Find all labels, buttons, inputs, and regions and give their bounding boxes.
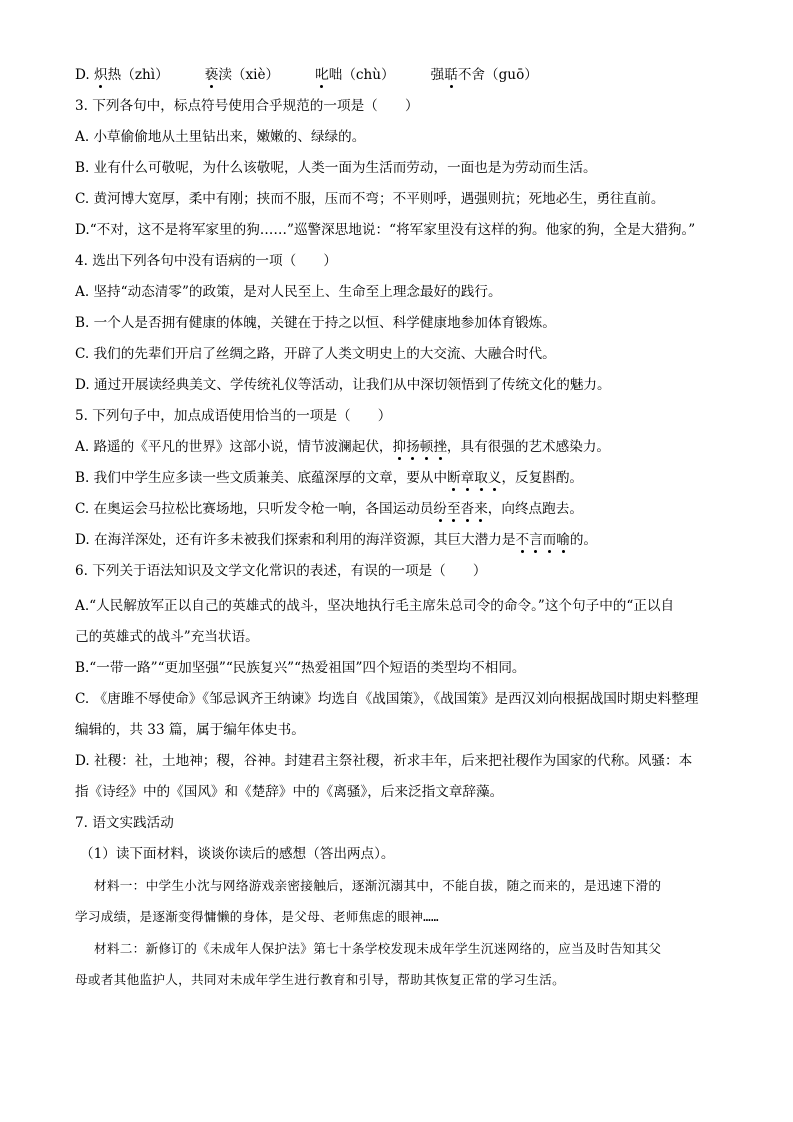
question-4-option-b: B. 一个人是否拥有健康的体魄，关键在于持之以恒、科学健康地参加体育锻炼。	[75, 315, 556, 331]
question-7-sub-1: （1）读下面材料，谈谈你读后的感想（答出两点）。	[80, 846, 395, 862]
question-3-option-b: B. 业有什么可敬呢，为什么该敬呢，人类一面为生活而劳动，一面也是为劳动而生活。	[75, 160, 597, 176]
dotted-idiom	[515, 532, 569, 548]
question-3-stem: 3. 下列各句中，标点符号使用合乎规范的一项是（ ）	[75, 98, 419, 114]
dotted-char: 顿	[419, 439, 434, 455]
question-6-option-b: B.“一带一路”“更加坚强”“民族复兴”“热爱祖国”四个短语的类型均不相同。	[75, 660, 526, 676]
question-3-option-d: D.“不对，这不是将军家里的狗……”巡警深思地说：“将军家里没有这样的狗。他家的狗，全是大猎狗。”	[75, 222, 696, 238]
dotted-char: 沓	[460, 501, 475, 517]
word-rest: 不舍（guō）	[457, 67, 538, 83]
dotted-char: 聒	[444, 67, 458, 83]
question-6-option-c-line2: 编辑的，共 33 篇，属于编年体史书。	[75, 722, 305, 738]
dotted-char: 言	[529, 532, 543, 548]
question-7-title: 7. 语文实践活动	[75, 815, 174, 831]
question-3-option-a: A. 小草偷偷地从土里钻出来，嫩嫩的、绿绿的。	[75, 129, 366, 145]
dotted-char: 亵	[204, 67, 219, 83]
question-6-option-c-line1: C. 《唐雎不辱使命》《邹忌讽齐王纳谏》均选自《战国策》，《战国策》是西汉刘向根据战国时期史料整理	[75, 691, 699, 707]
question-4-option-c: C. 我们的先辈们开启了丝绸之路，开辟了人类文明史上的大交流、大融合时代。	[75, 346, 556, 362]
dotted-char: 扬	[406, 439, 420, 455]
question-4-option-d: D. 通过开展读经典美文、学传统礼仪等活动，让我们从中深切领悟到了传统文化的魅力。	[75, 377, 611, 393]
dotted-char: 至	[447, 501, 461, 517]
dotted-char: 炽	[94, 67, 108, 83]
question-5-option-d	[75, 531, 597, 549]
question-6-stem: 6. 下列关于语法知识及文学文化常识的表述，有误的一项是（ ）	[75, 563, 487, 579]
text: C. 在奥运会马拉松比赛场地，只听发令枪一响，各国运动员	[75, 501, 434, 517]
question-5-stem: 5. 下列句子中，加点成语使用恰当的一项是（ ）	[75, 408, 392, 424]
word-rest: 渎（xiè）	[218, 67, 280, 83]
text: ，向终点跑去。	[487, 501, 583, 517]
material-1-line1: 材料一：中学生小沈与网络游戏亲密接触后，逐渐沉溺其中，不能自拔，随之而来的，是迅速下滑的	[94, 878, 662, 893]
text: A. 路遥的《平凡的世界》这部小说，情节波澜起伏，	[75, 439, 393, 455]
question-4-stem: 4. 选出下列各句中没有语病的一项（ ）	[75, 253, 337, 269]
text: D. 在海洋深处，还有许多未被我们探索和利用的海洋资源，其巨大潜力是	[75, 532, 516, 548]
question-3-option-c: C. 黄河博大宽厚，柔中有刚；挟而不服，压而不弯；不平则呼，遇强则抗；死地必生，勇往直前。	[75, 191, 665, 207]
dotted-idiom	[447, 470, 501, 486]
text: 的。	[569, 532, 598, 548]
question-4-option-a: A. 坚持“动态清零”的政策，是对人民至上、生命至上理念最好的践行。	[75, 284, 502, 300]
dotted-char: 来	[474, 501, 488, 517]
option-label: D.	[75, 67, 95, 83]
dotted-char: 挫	[433, 439, 447, 455]
word-start: 强	[430, 67, 445, 83]
question-6-option-d-line2: 指《诗经》中的《国风》和《楚辞》中的《离骚》，后来泛指文章辞藻。	[75, 784, 504, 800]
dotted-idiom	[393, 439, 447, 455]
question-6-option-a-line2: 己的英雄式的战斗”充当状语。	[75, 629, 259, 645]
dotted-char: 章	[460, 470, 475, 486]
text: ，反复斟酌。	[501, 470, 584, 486]
word-rest: 咄（chù）	[328, 67, 395, 83]
dotted-char: 抑	[392, 439, 407, 455]
material-2-line1: 材料二：新修订的《未成年人保护法》第七十条学校发现未成年学生沉迷网络的，应当及时告知其父	[94, 941, 662, 956]
dotted-char: 取	[474, 470, 488, 486]
question-5-option-b	[75, 469, 583, 487]
text: B. 我们中学生应多读一些文质兼美、底蕴深厚的文章，要从中	[75, 470, 448, 486]
question-6-option-a-line1: A.“人民解放军正以自己的英雄式的战斗，坚决地执行毛主席朱总司令的命令。”这个句子中的“正以自	[75, 598, 675, 614]
text: ，具有很强的艺术感染力。	[446, 439, 611, 455]
question-5-option-a	[75, 438, 610, 456]
dotted-char: 而	[542, 532, 557, 548]
dotted-char: 喻	[556, 532, 570, 548]
dotted-idiom	[433, 501, 487, 517]
dotted-char: 不	[515, 532, 530, 548]
question-5-option-c	[75, 500, 583, 518]
dotted-char: 断	[447, 470, 461, 486]
question-6-option-d-line1: D. 社稷：社，土地神；稷，谷神。封建君主祭社稷，祈求丰年，后来把社稷作为国家的代称。风骚：本	[75, 753, 693, 769]
material-2-line2: 母或者其他监护人，共同对未成年学生进行教育和引导，帮助其恢复正常的学习生活。	[75, 972, 565, 987]
dotted-char: 纷	[433, 501, 447, 517]
word-rest: 热（zhì）	[107, 67, 169, 83]
option-d-pinyin-line	[75, 66, 538, 84]
material-1-line2: 学习成绩，是逐渐变得慵懒的身体，是父母、老师焦虑的眼神……	[75, 909, 439, 924]
dotted-char: 义	[487, 470, 502, 486]
dotted-char: 叱	[315, 67, 329, 83]
